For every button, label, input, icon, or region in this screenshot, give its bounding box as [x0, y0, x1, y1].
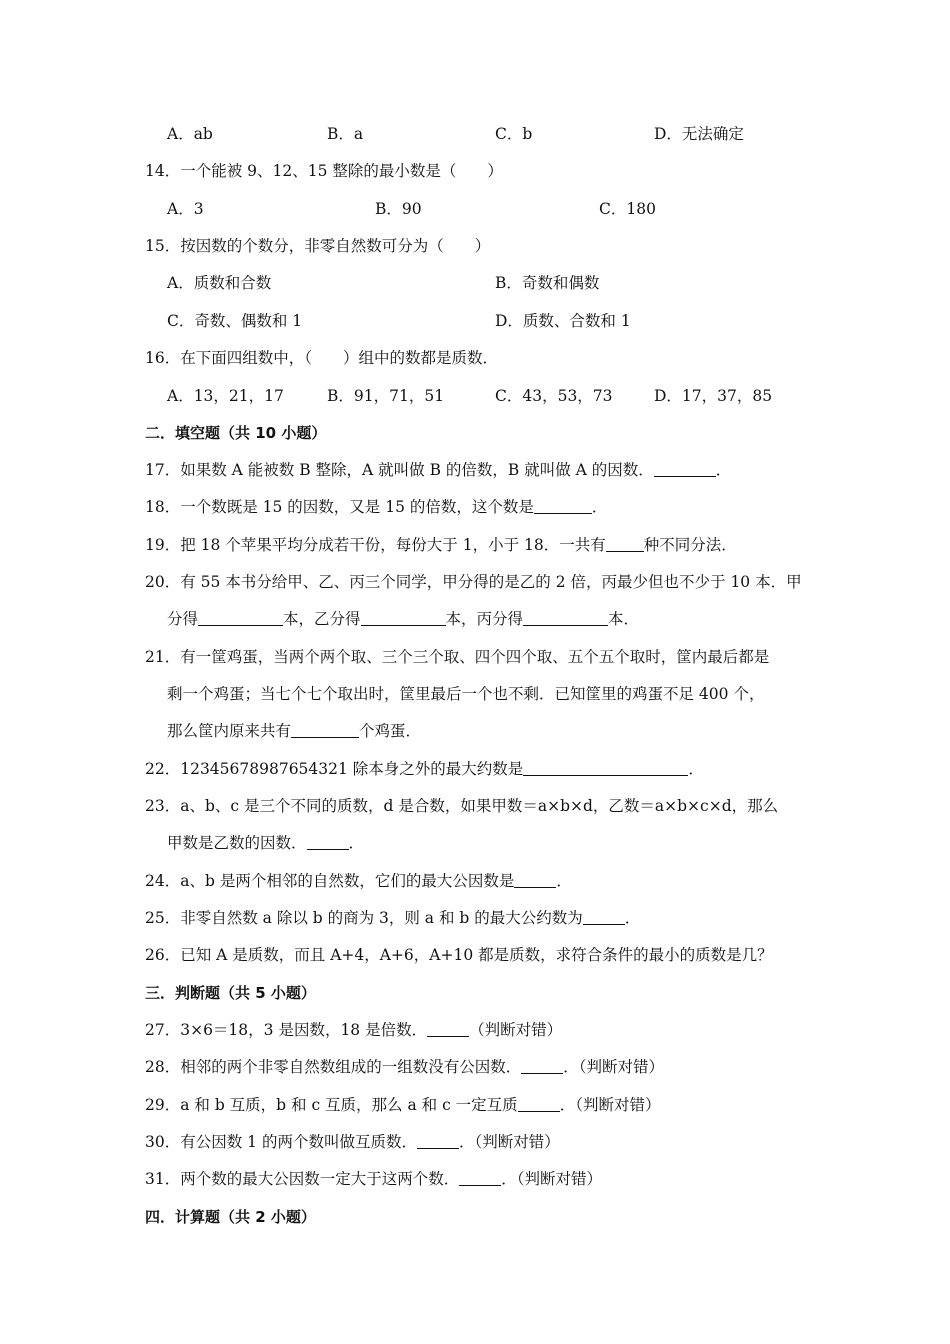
q14-option-a: A．3	[167, 200, 204, 218]
q16-option-b: B．91，71，51	[327, 387, 445, 405]
q17-text: 17．如果数 A 能被数 B 整除，A 就叫做 B 的倍数，B 就叫做 A 的因数．	[145, 461, 654, 479]
q28-tail: ．（判断对错）	[563, 1058, 664, 1076]
q21-tail: 个鸡蛋．	[359, 722, 422, 740]
q20-answer-blank-1[interactable]	[198, 609, 283, 626]
q18	[145, 496, 607, 518]
q27-tail: （判断对错）	[469, 1021, 563, 1039]
q21-answer-blank[interactable]	[291, 721, 359, 738]
q25-text: 25．非零自然数 a 除以 b 的商为 3，则 a 和 b 的最大公约数为	[145, 909, 583, 927]
q29-tail: ．（判断对错）	[559, 1096, 661, 1114]
q31-answer-blank[interactable]	[459, 1169, 501, 1186]
q20-text-d: 本．	[608, 610, 640, 628]
q27-text: 27．3×6＝18，3 是因数，18 是倍数．	[145, 1021, 428, 1039]
q19	[145, 534, 737, 556]
q31-text: 31．两个数的最大公因数一定大于这两个数．	[145, 1170, 460, 1188]
q17	[145, 459, 731, 481]
q31	[145, 1168, 602, 1190]
q22-tail: ．	[688, 760, 704, 778]
q20-line1: 20．有 55 本书分给甲、乙、丙三个同学，甲分得的是乙的 2 倍，丙最少但也不少于 10 本．甲	[145, 573, 802, 591]
q19-text: 19．把 18 个苹果平均分成若干份，每份大于 1，小于 18．一共有	[145, 536, 606, 554]
q20-line2	[167, 608, 639, 630]
q19-tail: 种不同分法．	[643, 536, 737, 554]
q14-option-c: C．180	[599, 200, 656, 218]
q13-option-a: A．ab	[167, 125, 213, 143]
q28	[145, 1056, 664, 1078]
q17-tail: ．	[715, 461, 732, 479]
q31-tail: ．（判断对错）	[501, 1170, 602, 1188]
q20-answer-blank-3[interactable]	[523, 609, 608, 626]
q13-option-c: C．b	[495, 125, 533, 143]
q16-option-d: D．17，37，85	[654, 387, 773, 405]
q25-tail: ．	[624, 909, 641, 927]
q16-option-a: A．13，21，17	[167, 387, 284, 405]
q30	[145, 1131, 560, 1153]
q30-tail: ．（判断对错）	[458, 1133, 560, 1151]
q18-text: 18．一个数既是 15 的因数，又是 15 的倍数，这个数是	[145, 498, 534, 516]
q15-option-a: A．质数和合数	[167, 274, 272, 292]
q21-text: 那么筐内原来共有	[167, 722, 292, 740]
q25-answer-blank[interactable]	[583, 908, 625, 925]
q21-line1: 21．有一筐鸡蛋，当两个两个取、三个三个取、四个四个取、五个五个取时，筐内最后都是	[145, 648, 770, 666]
q14-option-b: B．90	[375, 200, 422, 218]
section-heading-fill-blank: 二．填空题（共 10 小题）	[145, 424, 327, 442]
q17-answer-blank[interactable]	[654, 460, 716, 477]
q15-option-d: D．质数、合数和 1	[495, 312, 631, 330]
q22-answer-blank[interactable]	[523, 759, 688, 776]
q23-text: 甲数是乙数的因数．	[167, 834, 307, 852]
q28-text: 28．相邻的两个非零自然数组成的一组数没有公因数．	[145, 1058, 522, 1076]
q20-text-b: 本，乙分得	[283, 610, 361, 628]
q29-text: 29．a 和 b 互质，b 和 c 互质，那么 a 和 c 一定互质	[145, 1096, 518, 1114]
q30-answer-blank[interactable]	[417, 1132, 459, 1149]
q15-stem: 15．按因数的个数分，非零自然数可分为（ ）	[145, 237, 491, 255]
q28-answer-blank[interactable]	[521, 1057, 563, 1074]
q18-tail: ．	[591, 498, 608, 516]
section-heading-true-false: 三．判断题（共 5 小题）	[145, 984, 316, 1002]
q19-answer-blank[interactable]	[606, 535, 644, 552]
q22	[145, 758, 704, 780]
q13-option-d: D．无法确定	[654, 125, 744, 143]
q14-stem: 14．一个能被 9、12、15 整除的最小数是（ ）	[145, 162, 503, 180]
q22-text: 22．12345678987654321 除本身之外的最大约数是	[145, 760, 524, 778]
q16-option-c: C．43，53，73	[495, 387, 613, 405]
q24-answer-blank[interactable]	[514, 871, 556, 888]
q24	[145, 870, 572, 892]
q27	[145, 1019, 562, 1041]
q29	[145, 1094, 660, 1116]
q30-text: 30．有公因数 1 的两个数叫做互质数．	[145, 1133, 417, 1151]
q25	[145, 907, 640, 929]
q23-line2	[167, 832, 364, 854]
q20-answer-blank-2[interactable]	[361, 609, 446, 626]
section-heading-calculation: 四．计算题（共 2 小题）	[145, 1208, 316, 1226]
q15-option-c: C．奇数、偶数和 1	[167, 312, 303, 330]
q21-line3	[167, 720, 421, 742]
q23-tail: ．	[348, 834, 365, 852]
q23-answer-blank[interactable]	[307, 833, 349, 850]
q18-answer-blank[interactable]	[534, 497, 592, 514]
q20-text-c: 本，丙分得	[445, 610, 524, 628]
q23-line1: 23．a、b、c 是三个不同的质数，d 是合数，如果甲数＝a×b×d，乙数＝a×b×c×d，那么	[145, 797, 779, 815]
q13-option-b: B．a	[327, 125, 364, 143]
q24-tail: ．	[556, 872, 572, 890]
q15-option-b: B．奇数和偶数	[495, 274, 600, 292]
q20-text-a: 分得	[167, 610, 199, 628]
q21-line2: 剩一个鸡蛋；当七个七个取出时，筐里最后一个也不剩．已知筐里的鸡蛋不足 400 个，	[167, 685, 765, 703]
q27-answer-blank[interactable]	[427, 1020, 469, 1037]
q26: 26．已知 A 是质数，而且 A+4，A+6，A+10 都是质数，求符合条件的最小的质数是几？	[145, 946, 773, 964]
q16-stem: 16．在下面四组数中，（ ）组中的数都是质数．	[145, 349, 498, 367]
q24-text: 24．a、b 是两个相邻的自然数，它们的最大公因数是	[145, 872, 515, 890]
q29-answer-blank[interactable]	[518, 1095, 560, 1112]
